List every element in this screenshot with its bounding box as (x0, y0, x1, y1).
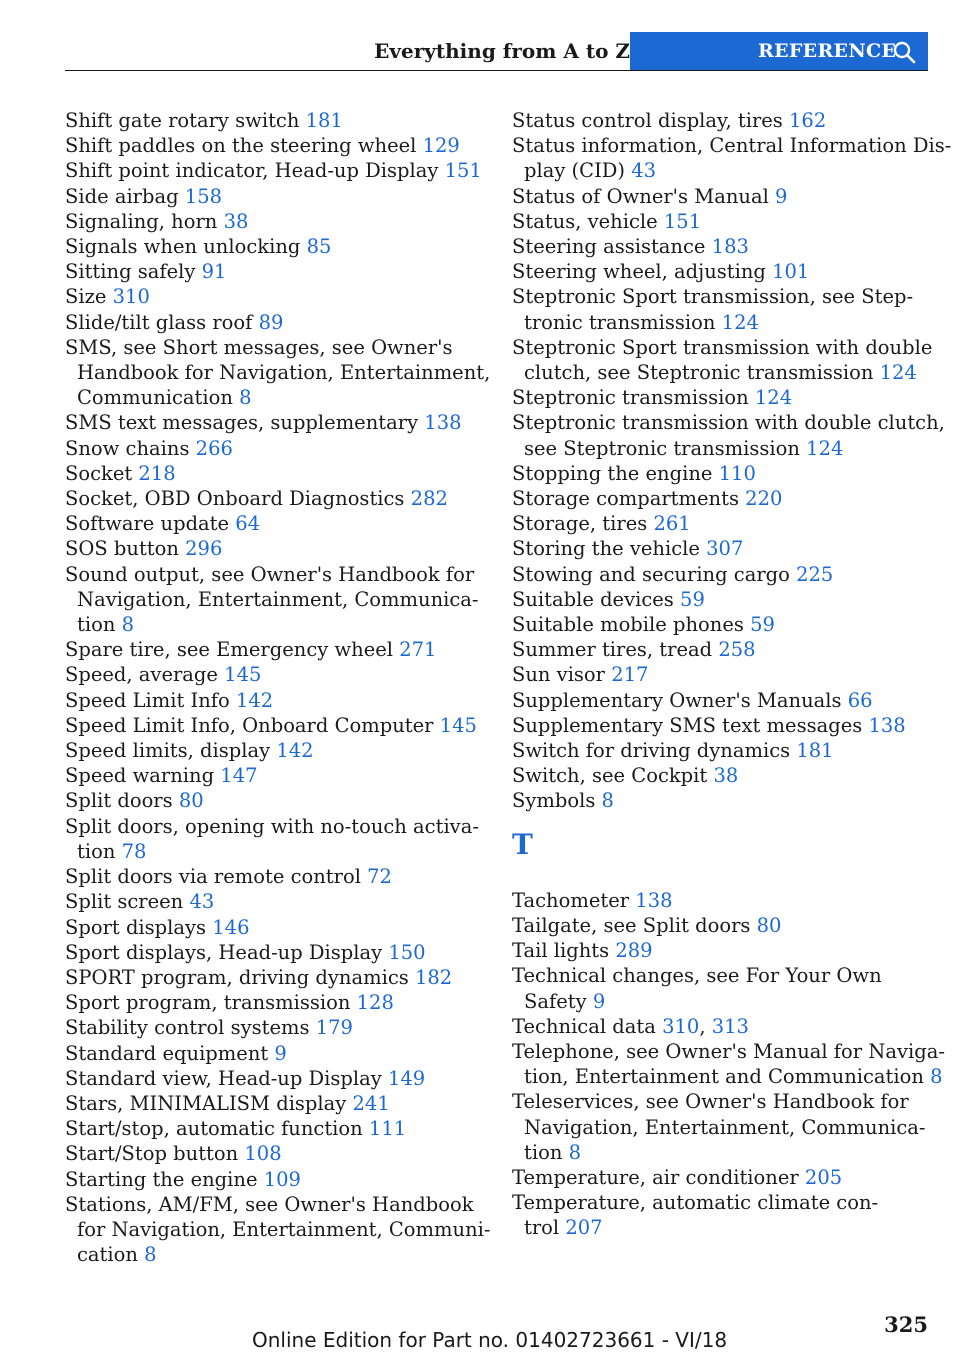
index-entry (512, 184, 932, 209)
entry-text: SOS button (65, 537, 179, 561)
index-entry (512, 486, 932, 511)
index-entry (512, 788, 932, 813)
entry-text: Status control display, tires (512, 109, 783, 132)
index-entry (65, 662, 485, 687)
page-number: 325 (884, 1312, 928, 1337)
index-entry (512, 1039, 945, 1064)
entry-text: Starting the engine (65, 1167, 258, 1191)
page-link[interactable]: 124 (806, 436, 844, 460)
entry-text: Speed, average (65, 663, 218, 687)
entry-text: Handbook for Navigation, Entertainment, (77, 361, 491, 385)
page-link[interactable]: 225 (796, 562, 834, 586)
entry-text: Temperature, air conditioner (512, 1165, 799, 1189)
entry-text: tion (77, 613, 116, 637)
page-link[interactable]: 43 (631, 159, 657, 183)
page-link[interactable]: 146 (212, 915, 250, 939)
index-entry (512, 763, 932, 788)
index-entry (65, 864, 485, 889)
index-letter-heading: T (512, 827, 533, 861)
index-entry (512, 511, 932, 536)
page-link[interactable]: 142 (235, 688, 274, 712)
entry-text: Safety (524, 989, 587, 1013)
entry-text: Software update (65, 512, 230, 536)
entry-text: Teleservices, see Owner's Handbook for (512, 1090, 909, 1114)
index-entry-continuation (65, 360, 491, 385)
index-entry (512, 888, 932, 913)
page-link[interactable]: 9 (274, 1041, 287, 1065)
index-column-right (512, 108, 952, 1241)
entry-text: cation (77, 1243, 138, 1267)
entry-text: Switch for driving dynamics (512, 739, 791, 763)
entry-text: Steptronic Sport transmission, see Step- (512, 285, 914, 309)
page-link[interactable]: 313 (711, 1014, 749, 1038)
page-link[interactable]: 261 (653, 512, 691, 536)
page-header (65, 32, 928, 70)
index-entry (65, 108, 485, 133)
page-link[interactable]: 38 (223, 209, 249, 233)
page-link[interactable]: 296 (185, 537, 223, 561)
page-link[interactable]: 124 (879, 361, 917, 385)
page-link[interactable]: 111 (368, 1117, 407, 1141)
entry-text: Supplementary SMS text messages (512, 713, 863, 737)
index-entry (65, 637, 485, 662)
index-entry (65, 486, 485, 511)
entry-text: Signaling, horn (65, 209, 218, 233)
index-entry (512, 335, 932, 360)
index-entry (512, 963, 932, 988)
section-title: Everything from A to Z (374, 39, 630, 63)
index-entry (65, 410, 485, 435)
entry-text: Supplementary Owner's Manuals (512, 688, 842, 712)
entry-text: Communication (77, 386, 233, 410)
index-entry (65, 133, 485, 158)
entry-text: Sitting safely (65, 260, 196, 284)
page-link[interactable]: 282 (410, 487, 448, 511)
index-entry (512, 913, 932, 938)
page-link[interactable]: 80 (178, 789, 204, 813)
page-link[interactable]: 150 (388, 940, 426, 964)
index-entry-continuation (512, 989, 932, 1014)
entry-text: Stations, AM/FM, see Owner's Handbook (65, 1192, 474, 1216)
entry-text: tion, Entertainment and Communication (524, 1065, 924, 1089)
entry-text: Socket, OBD Onboard Diagnostics (65, 487, 405, 511)
entry-text: Status of Owner's Manual (512, 184, 769, 208)
page-link[interactable]: 38 (713, 764, 739, 788)
index-entry-continuation (65, 1217, 491, 1242)
index-entry-continuation (512, 360, 932, 385)
page-link[interactable]: 9 (592, 989, 606, 1013)
entry-text: tion (77, 839, 116, 863)
page-link[interactable]: 72 (367, 865, 392, 889)
entry-text: Split doors, opening with no-touch activa- (65, 814, 479, 838)
page-link[interactable]: 241 (352, 1091, 390, 1115)
entry-text: Speed warning (65, 764, 215, 788)
entry-text: trol (524, 1216, 560, 1240)
page-link[interactable]: 110 (718, 461, 756, 485)
index-entry-continuation (512, 1064, 943, 1089)
page-link[interactable]: 142 (276, 739, 314, 763)
entry-text: Speed Limit Info (65, 688, 230, 712)
entry-text: Socket (65, 461, 133, 485)
page-link[interactable]: 218 (138, 461, 176, 485)
entry-text: Storage compartments (512, 487, 739, 511)
entry-text: Tail lights (512, 939, 610, 963)
entry-text: Steptronic Sport transmission with double (512, 335, 933, 359)
edition-footer: Online Edition for Part no. 01402723661 - VI/18 (252, 1328, 728, 1352)
entry-text: Shift point indicator, Head-up Display (65, 159, 439, 183)
page-link[interactable]: 217 (611, 663, 649, 687)
index-entry (512, 234, 932, 259)
index-entry (65, 1167, 485, 1192)
index-entry-continuation (512, 158, 932, 183)
page-link[interactable]: 181 (796, 739, 834, 763)
page-link[interactable]: 8 (239, 386, 252, 410)
page-link[interactable]: 124 (721, 310, 759, 334)
entry-text: Steering wheel, adjusting (512, 260, 766, 284)
index-entry (65, 763, 485, 788)
entry-text: Stars, MINIMALISM display (65, 1091, 347, 1115)
index-entry (65, 915, 485, 940)
index-entry (65, 688, 485, 713)
page-link[interactable]: 109 (263, 1167, 301, 1191)
index-entry-continuation (65, 587, 485, 612)
chapter-label: REFERENCE (758, 40, 897, 62)
index-entry (512, 1190, 932, 1215)
page-link[interactable]: 145 (439, 713, 477, 737)
entry-text: Start/stop, automatic function (65, 1117, 363, 1141)
index-entry (512, 637, 932, 662)
page-link[interactable]: 266 (195, 436, 233, 460)
index-entry-continuation (512, 1115, 932, 1140)
entry-text: Switch, see Cockpit (512, 764, 708, 788)
entry-text: Start/Stop button (65, 1142, 239, 1166)
entry-text: Sport displays, Head-up Display (65, 940, 383, 964)
page-link[interactable]: 207 (565, 1216, 603, 1240)
index-entry (65, 1041, 485, 1066)
index-entry (65, 310, 485, 335)
page-link[interactable]: 59 (750, 613, 775, 637)
page-link[interactable]: 310 (112, 285, 150, 309)
entry-text: Tailgate, see Split doors (512, 913, 751, 937)
index-entry (512, 562, 932, 587)
entry-text: Split screen (65, 890, 184, 914)
index-entry (65, 738, 485, 763)
index-entry: Technical data 310, 313 (512, 1014, 749, 1038)
page-link[interactable]: 181 (305, 109, 343, 132)
page-link[interactable]: 108 (244, 1142, 282, 1166)
index-entry-continuation (65, 839, 485, 864)
entry-text: Split doors via remote control (65, 865, 361, 889)
index-entry (65, 536, 485, 561)
entry-text: Storage, tires (512, 512, 648, 536)
entry-text: tronic transmission (524, 310, 716, 334)
index-entry (512, 1165, 932, 1190)
index-entry-continuation (512, 436, 932, 461)
page-link[interactable]: 138 (424, 411, 462, 435)
index-entry (65, 461, 485, 486)
index-entry (512, 938, 932, 963)
page-link[interactable]: 101 (772, 260, 810, 284)
page-link[interactable]: 289 (615, 939, 653, 963)
page-link[interactable]: 80 (756, 913, 782, 937)
entry-text: Steptronic transmission (512, 386, 749, 410)
entry-text: Symbols (512, 789, 596, 813)
entry-text: play (CID) (524, 159, 626, 183)
page-link[interactable]: 85 (306, 235, 332, 259)
index-entry-continuation (512, 310, 932, 335)
index-entry (65, 965, 485, 990)
entry-text: Slide/tilt glass roof (65, 310, 253, 334)
index-entry (65, 511, 485, 536)
page-link[interactable]: 307 (706, 537, 744, 561)
search-icon[interactable] (892, 40, 916, 64)
page-link[interactable]: 128 (356, 991, 394, 1015)
page-link[interactable]: 43 (189, 890, 215, 914)
page-link[interactable]: 149 (387, 1066, 426, 1090)
entry-text: SMS, see Short messages, see Owner's (65, 335, 453, 359)
index-entry (65, 788, 485, 813)
index-entry (65, 940, 485, 965)
index-entry (65, 1091, 485, 1116)
index-entry (65, 184, 485, 209)
index-entry (512, 133, 952, 158)
entry-text: clutch, see Steptronic transmission (524, 361, 874, 385)
index-entry (65, 259, 485, 284)
index-entry (512, 1089, 932, 1114)
page-link[interactable]: 8 (121, 613, 134, 637)
entry-text: Stowing and securing cargo (512, 562, 790, 586)
index-entry (512, 713, 932, 738)
page-link[interactable]: 310 (662, 1014, 700, 1038)
index-entry (512, 662, 932, 687)
entry-text: Size (65, 285, 107, 309)
index-column-left (65, 108, 491, 1267)
index-entry (65, 1192, 485, 1217)
index-entry (512, 284, 932, 309)
entry-text: tion (524, 1140, 563, 1164)
index-entry (512, 612, 932, 637)
entry-text: for Navigation, Entertainment, Communi- (77, 1217, 491, 1241)
index-entry (65, 713, 485, 738)
entry-text: Technical data (512, 1014, 656, 1038)
entry-text: Side airbag (65, 184, 179, 208)
index-entry (65, 1141, 485, 1166)
entry-text: Suitable mobile phones (512, 613, 744, 637)
entry-text: Telephone, see Owner's Manual for Naviga- (512, 1039, 945, 1063)
index-entry (65, 990, 485, 1015)
index-entry (65, 1116, 485, 1141)
page-link[interactable]: 138 (868, 713, 906, 737)
entry-text: Status, vehicle (512, 209, 658, 233)
page-link[interactable]: 151 (663, 209, 702, 233)
entry-text: Standard equipment (65, 1041, 269, 1065)
entry-text: Steering assistance (512, 235, 706, 259)
entry-text: see Steptronic transmission (524, 436, 800, 460)
page-link[interactable]: 8 (568, 1140, 581, 1164)
page-link[interactable]: 64 (235, 512, 261, 536)
page-link[interactable]: 183 (711, 235, 749, 259)
entry-text: Stopping the engine (512, 461, 713, 485)
page-link[interactable]: 147 (220, 764, 258, 788)
entry-text: Stability control systems (65, 1016, 310, 1040)
index-entry-continuation (512, 1215, 932, 1240)
entry-text: Standard view, Head-up Display (65, 1066, 382, 1090)
entry-text: Summer tires, tread (512, 638, 713, 662)
page-link[interactable]: 91 (201, 260, 227, 284)
entry-text: SPORT program, driving dynamics (65, 965, 409, 989)
page-link[interactable]: 162 (789, 109, 827, 132)
index-entry (65, 335, 485, 360)
page-link[interactable]: 124 (754, 386, 793, 410)
chapter-tab[interactable] (630, 32, 928, 70)
index-entry (65, 889, 485, 914)
entry-text: Signals when unlocking (65, 235, 301, 259)
entry-text: Split doors (65, 789, 173, 813)
page-link[interactable]: 8 (930, 1065, 943, 1089)
entry-text: Status information, Central Information Dis- (512, 134, 952, 158)
entry-text: Shift gate rotary switch (65, 109, 300, 132)
index-entry (65, 1015, 485, 1040)
entry-text: Shift paddles on the steering wheel (65, 134, 417, 158)
index-entry (65, 436, 485, 461)
page-link[interactable]: 9 (775, 184, 788, 208)
entry-text: Speed limits, display (65, 739, 271, 763)
index-entry (65, 284, 485, 309)
header-rule (65, 70, 928, 71)
index-entry (65, 1066, 485, 1091)
index-entry (512, 108, 932, 133)
index-entry (65, 158, 485, 183)
entry-text: Navigation, Entertainment, Communica- (77, 587, 479, 611)
index-entry (65, 234, 485, 259)
entry-text: Tachometer (512, 888, 630, 912)
index-entry-continuation (65, 385, 485, 410)
entry-text: SMS text messages, supplementary (65, 411, 419, 435)
page-link[interactable]: 182 (414, 965, 453, 989)
page-link[interactable]: 145 (224, 663, 262, 687)
index-entry (512, 738, 932, 763)
page-link[interactable]: 59 (680, 587, 705, 611)
page-link[interactable]: 89 (258, 310, 284, 334)
index-entry (512, 688, 932, 713)
index-entry (512, 587, 932, 612)
entry-text: Snow chains (65, 436, 190, 460)
entry-text: Storing the vehicle (512, 537, 700, 561)
page-link[interactable]: 179 (315, 1016, 353, 1040)
entry-text: Navigation, Entertainment, Communica- (524, 1115, 926, 1139)
page-link[interactable]: 205 (804, 1165, 843, 1189)
page-link[interactable]: 158 (184, 184, 223, 208)
page-link[interactable]: 138 (635, 888, 673, 912)
page-link[interactable]: 151 (444, 159, 482, 183)
entry-text: Speed Limit Info, Onboard Computer (65, 713, 434, 737)
entry-text: Spare tire, see Emergency wheel (65, 638, 394, 662)
entry-text: Sun visor (512, 663, 605, 687)
page-link[interactable]: 271 (399, 638, 437, 662)
index-entry-continuation (65, 1242, 485, 1267)
index-entry-continuation (65, 612, 485, 637)
entry-text: Steptronic transmission with double clutch, (512, 411, 945, 435)
page-link[interactable]: 220 (745, 487, 783, 511)
page-link[interactable]: 8 (144, 1243, 157, 1267)
page-link[interactable]: 66 (847, 688, 873, 712)
entry-text: Technical changes, see For Your Own (512, 964, 882, 988)
entry-text: Temperature, automatic climate con- (512, 1191, 879, 1215)
index-entry (65, 562, 485, 587)
index-entry (512, 461, 932, 486)
page-link[interactable]: 129 (422, 134, 460, 158)
entry-text: Sound output, see Owner's Handbook for (65, 562, 475, 586)
entry-text: Sport displays (65, 915, 207, 939)
index-entry (512, 536, 932, 561)
index-entry (512, 385, 932, 410)
page-link[interactable]: 258 (718, 638, 756, 662)
index-entry (65, 209, 485, 234)
index-entry (65, 814, 485, 839)
entry-text: Suitable devices (512, 587, 674, 611)
index-entry (512, 259, 932, 284)
index-entry (512, 410, 945, 435)
page-link[interactable]: 8 (601, 789, 614, 813)
index-entry-continuation (512, 1140, 932, 1165)
index-entry (512, 209, 932, 234)
entry-text: Sport program, transmission (65, 991, 351, 1015)
page-link[interactable]: 78 (121, 839, 147, 863)
